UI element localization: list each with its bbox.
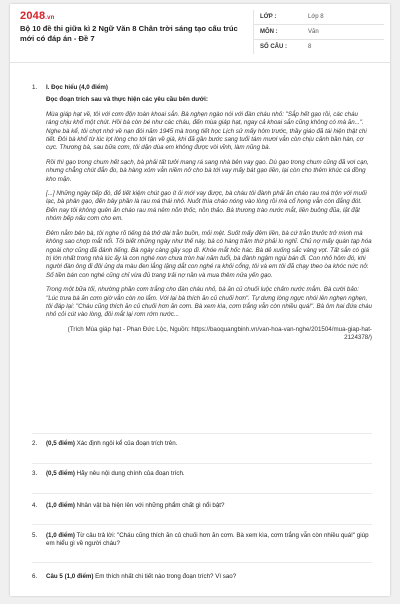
question-prompt: Xác định ngôi kể của đoạn trích trên.: [74, 440, 178, 447]
question-text: [46, 502, 372, 510]
divider: [32, 433, 372, 434]
question-number: 2.: [32, 440, 38, 447]
question-number: 3.: [32, 470, 38, 477]
question-number: 1.: [32, 84, 38, 91]
passage-paragraph: Rồi thì gạo trong chum hết sạch, bà phải tất tưởi mang rá sang nhà bên vay gạo. Dù gạo trong chum cũng đã vơi cạn, nhưng chẳng chút đắn đo, bà hàng xóm vẫn niềm nở cho bà tới vay mấy bát gạo liền, lại còn cho thêm khúc cá đồng kho mặn.: [46, 158, 369, 183]
logo-suffix: .vn: [45, 15, 55, 21]
document-title: Bộ 10 đề thi giữa kì 2 Ngữ Văn 8 Chân trời sáng tạo cấu trúc mới có đáp án - Đề 7: [20, 24, 238, 43]
reading-instruction: Đọc đoạn trích sau và thực hiện các yêu cầu bên dưới:: [46, 96, 208, 104]
passage-paragraph: Đêm nằm bên bà, tôi nghe rõ tiếng bà thở dài trằn buồn, mỏi mệt. Suốt mấy đêm liền, bà cứ trằn thưởc trở mình mà không sao chợp mắt nổi. Tôi biết những ngày như thế này, bà có hàng trăm thứ phải lo nghĩ. Chủ nợ mấy quán tạp hóa ngoài chợ cũng đã đánh tiếng. Bà ngày càng gầy sọp đi. Khóe mắt hốc hác. Bà dẻ xuống sắc vàng vọt. Tất sắn có giá trị lớn nhất trong nhà lúc ấy là con nghé non chưa tròn hai năm tuổi, bà đành ngậm ngùi bán đi. Con nhỏ hôm đó, khi người đàn ông đi đôi ủng da màu đen lắng lặng dắt con nghé ra khỏi cổng, tôi và em tôi đã chạy theo òa khóc nức nở. Số tiền bán con nghé cũng chỉ vừa đủ trang trải nợ nần và mua thêm nửa yến gạo.: [46, 229, 372, 279]
meta-label: SỐ CÂU :: [260, 44, 287, 50]
question-number: 4.: [32, 502, 38, 509]
site-logo[interactable]: [20, 10, 55, 22]
question-points: (0,5 điểm): [46, 470, 75, 477]
divider: [32, 524, 372, 525]
question-text: [46, 440, 372, 448]
meta-value: Lớp 8: [308, 14, 324, 20]
meta-row-class: [254, 10, 384, 25]
logo-text: 2048: [20, 10, 46, 22]
divider: [32, 562, 372, 563]
meta-label: MÔN :: [260, 29, 278, 35]
question-points: Câu 5 (1,0 điểm): [46, 573, 94, 580]
passage-citation: (Trích Mùa giáp hạt - Phan Đức Lộc, Nguồn: https://baoquangbinh.vn/van-hoa-van-nghe/201504/mua-giap-hat-2124378/): [67, 325, 372, 342]
question-prompt: Nhân vật bà hiện lên với những phẩm chất gì nổi bật?: [74, 502, 225, 509]
meta-value: 8: [308, 44, 312, 50]
passage-paragraph: [...] Những ngày tiếp đó, để tiết kiệm chút gạo ít ỏi mới vay được, bà cháu tôi đành phải ăn cháo rau má trộn với muối lạc, bà phân gạo, đến bây phần là rau má thái nhỏ. Nuốt thìa cháo nóng vào lòng rồi mà cổ họng vẫn còn đắng đót. Đến nay tôi không quên ăn cháo rau má nêm nõn thốc, nồn thảo. Bà thương trào nước mắt, liền buông đũa, lặt đặt nhóm bếp nấu cơm cho em.: [46, 190, 367, 223]
document-header: [10, 4, 390, 63]
meta-row-count: [254, 40, 384, 54]
question-number: 6.: [32, 573, 38, 580]
question-points: (0,5 điểm): [46, 440, 75, 447]
question-body: [46, 84, 372, 343]
question-number: 5.: [32, 532, 38, 539]
question-prompt: Hãy nêu nội dung chính của đoạn trích.: [74, 470, 185, 477]
divider: [32, 493, 372, 494]
question-text: [46, 573, 372, 581]
question-text: [46, 470, 372, 478]
divider: [32, 463, 372, 464]
meta-value: Văn: [308, 29, 319, 35]
passage-paragraph: Mùa giáp hạt về, tôi với cơm độn toàn khoai sắn. Bà nghẹn ngào nói với đàn cháu nhỏ: "Sắp hết gạo rồi, các cháu ráng chịu khổ một chút. Hồi bà còn bé như các cháu, đến mùa giáp hạt, ngay cả khoai sắn cũng không có mà ăn...". Nghe bà kể, tôi chợt nhớ về nạn đói năm 1945 mà trong tiết học Lịch sử mấy hôm trước, thầy giáo đã tái hiện thật chi tiết. Đôi bà khổ từ lúc lọt lòng cho tới tận về già, khi đã gần bước sang tuổi tám mươi vẫn còn chịu cảnh bần hàn, cơ cực. Thương bà, sau bữa cơm, tôi dặn dùa em không được vòi vĩnh, làm nũng bà.: [46, 110, 367, 152]
meta-label: LỚP :: [260, 14, 277, 20]
meta-row-subject: [254, 25, 384, 40]
question-points: (1,0 điểm): [46, 532, 75, 539]
document-meta-table: [253, 10, 384, 54]
passage-paragraph: Trong một bữa tối, nhường phần cơm trắng cho đàn cháu nhỏ, bà ăn củ chuối luộc chấm nước mắm. Bà cười bảo: "Lúc trưa bà ăn cơm giờ vẫn còn no lắm. Với lại bà thích ăn củ chuối hơn". Tự dưng lòng ngực nhói lên nghẹn nghẹn, tôi đáp lại: "Cháu cũng thích ăn củ chuối hơn ăn cơm. Bà xem kìa, cơm trắng vẫn còn nhiều quá!". Bà ôm hai đứa cháu nhỏ cỏi cút vào lòng, đôi mắt lại rơm rớm nước...: [46, 286, 373, 319]
section-title: I. Đọc hiểu (4,0 điểm): [46, 84, 108, 91]
question-prompt: Từ câu trả lời: "Cháu cũng thích ăn củ chuối hơn ăn cơm. Bà xem kìa, cơm trắng vẫn còn nhiều quá!" giúp em hiểu gì về người cháu?: [46, 532, 369, 548]
question-points: (1,0 điểm): [46, 502, 75, 509]
question-prompt: Em thích nhất chi tiết nào trong đoạn trích? Vì sao?: [93, 573, 237, 580]
document-page: [10, 4, 390, 596]
question-text: [46, 532, 372, 549]
